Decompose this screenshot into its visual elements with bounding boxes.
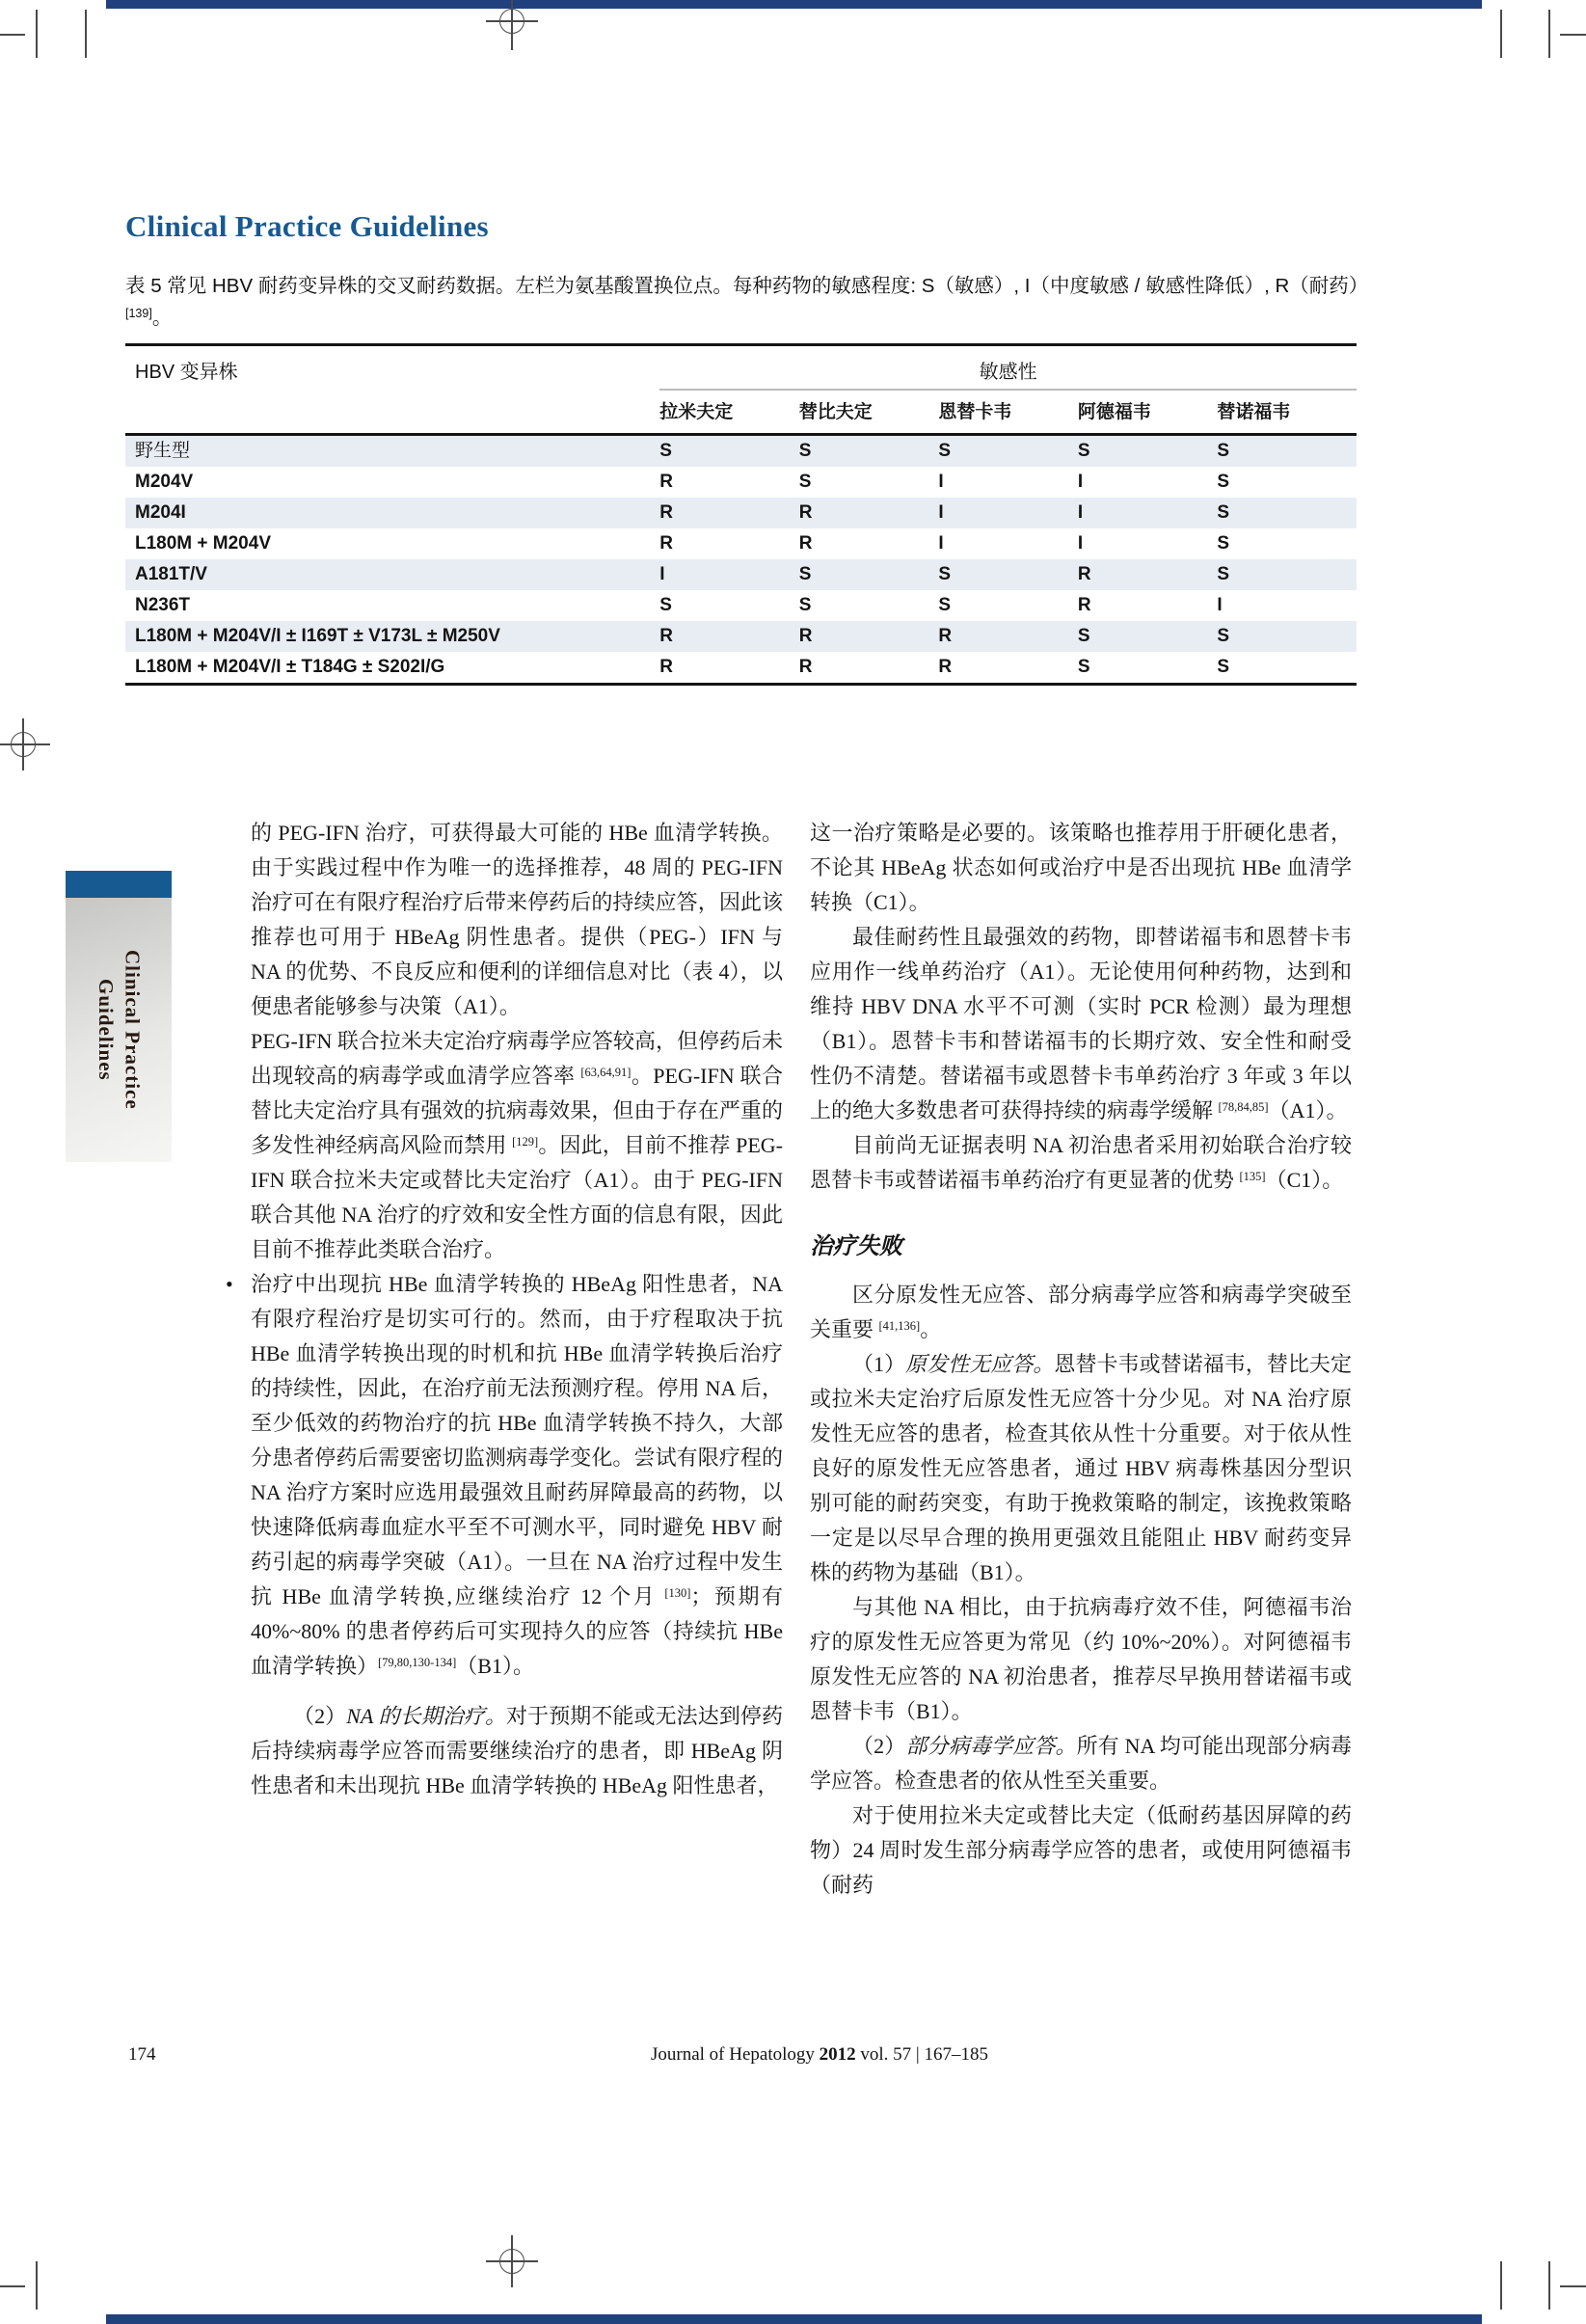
sidebar-tab [66, 898, 172, 1162]
body-paragraph [251, 1699, 783, 1803]
text-run: 对于使用拉米夫定或替比夫定（低耐药基因屏障的药物）24 周时发生部分病毒学应答的患者，或使用阿德福韦（耐药 [810, 1803, 1352, 1897]
crop-mark [1500, 10, 1502, 58]
registration-mark [499, 9, 524, 34]
variant-cell: N236T [135, 595, 191, 615]
susceptibility-cell: R [1077, 564, 1091, 584]
crop-mark [36, 2261, 38, 2310]
text-run: ；预期有 40%~80% 的患者停药后可实现持久的应答（持续抗 HBe 血清学转换） [251, 1584, 783, 1678]
table-row [125, 435, 1357, 468]
susceptibility-cell: I [938, 472, 944, 492]
susceptibility-cell: I [1077, 472, 1084, 492]
susceptibility-cell: I [1217, 595, 1223, 615]
text-run: 所有 NA 均可能出现部分病毒学应答。检查患者的依从性至关重要。 [810, 1734, 1352, 1793]
page-number: 174 [128, 2044, 156, 2065]
drug-column-header: 阿德福韦 [1077, 402, 1151, 422]
crop-mark [0, 34, 25, 36]
body-paragraph [810, 1347, 1352, 1590]
left-column [226, 816, 783, 1803]
body-paragraph [251, 1024, 783, 1267]
susceptibility-cell: S [938, 441, 951, 461]
crop-mark [36, 10, 38, 58]
text-run: 这一治疗策略是必要的。该策略也推荐用于肝硬化患者，不论其 HBeAg 状态如何或治疗中是否出现抗 HBe 血清学转换（C1）。 [810, 821, 1352, 914]
variant-column-header: HBV 变异株 [135, 362, 238, 383]
journal-year: 2012 [819, 2044, 856, 2065]
journal-volume: vol. 57 | 167–185 [855, 2044, 988, 2065]
text-run: 。因此，目前不推荐 PEG-IFN 联合拉米夫定或替比夫定治疗（A1）。由于 PEG-IFN 联合其他 NA 治疗的疗效和安全性方面的信息有限，因此目前不推荐此类联合治疗。 [251, 1133, 783, 1261]
section-heading [810, 1227, 1352, 1260]
crop-mark [1548, 10, 1550, 58]
variant-cell: M204V [135, 472, 194, 492]
crop-mark [1560, 34, 1586, 36]
text-run: 。 [920, 1317, 942, 1341]
text-run: （1） [852, 1352, 906, 1376]
journal-name: Journal of Hepatology [651, 2044, 820, 2065]
body-paragraph [810, 1729, 1352, 1798]
registration-mark [499, 2249, 524, 2274]
text-run: （C1）。 [1265, 1168, 1344, 1192]
text-run: （2） [293, 1704, 347, 1728]
susceptibility-cell: R [798, 657, 813, 677]
susceptibility-cell: R [798, 502, 813, 523]
table-row [125, 528, 1357, 559]
italic-term: NA 的长期治疗。 [346, 1704, 507, 1728]
italic-term: 原发性无应答。 [905, 1352, 1055, 1376]
drug-column-header: 恩替卡韦 [938, 402, 1012, 422]
susceptibility-cell: S [1077, 657, 1090, 677]
body-paragraph [810, 920, 1352, 1128]
crop-mark [0, 2285, 25, 2287]
reference-superscript: [41,136] [878, 1319, 921, 1333]
text-run: 最佳耐药性且最强效的药物，即替诺福韦和恩替卡韦应用作一线单药治疗（A1）。无论使用何种药物，达到和维持 HBV DNA 水平不可测（实时 PCR 检测）最为理想（B1）。恩替卡韦和替诺福韦的长期疗效、安全性和耐受性仍不清楚。替诺福韦或恩替卡韦单药治疗 3 年或 3 年以上的绝大多数患者可获得持续的病毒学缓解 [810, 925, 1352, 1122]
table-row [125, 559, 1357, 590]
drug-column-header: 替比夫定 [798, 402, 873, 422]
text-run: 目前尚无证据表明 NA 初治患者采用初始联合治疗较恩替卡韦或替诺福韦单药治疗有更显著的优势 [810, 1133, 1352, 1192]
table-row [125, 590, 1357, 621]
text-run: 。 [151, 307, 173, 329]
text-run: 对于预期不能或无法达到停药后持续病毒学应答而需要继续治疗的患者，即 HBeAg 阴性患者和未出现抗 HBe 血清学转换的 HBeAg 阳性患者， [251, 1704, 783, 1797]
crop-mark [85, 10, 87, 58]
body-paragraph [810, 816, 1352, 920]
susceptibility-cell: R [659, 472, 673, 492]
crop-mark [1548, 2261, 1550, 2310]
right-column [810, 816, 1352, 1903]
susceptibility-cell: S [659, 441, 672, 461]
table-row [125, 498, 1357, 528]
italic-term: 部分病毒学应答。 [905, 1734, 1077, 1758]
susceptibility-cell: R [659, 502, 673, 523]
text-run: 恩替卡韦或替诺福韦，替比夫定或拉米夫定治疗后原发性无应答十分少见。对 NA 治疗原发性无应答的患者，检查其依从性十分重要。对于依从性良好的原发性无应答患者，通过 HBV 病毒株基因分型识别可能的耐药突变，有助于挽救策略的制定，该挽救策略一定是以尽早合理的换用更强效且能阻止 HBV 耐药变异株的药物为基础（B1）。 [810, 1352, 1352, 1584]
variant-cell: 野生型 [135, 441, 191, 461]
text-run: 治疗失败 [810, 1233, 902, 1259]
susceptibility-cell: S [798, 472, 812, 492]
susceptibility-cell: S [1217, 502, 1230, 523]
susceptibility-cell: I [938, 533, 944, 554]
text-run: （2） [852, 1734, 906, 1758]
susceptibility-cell: S [1217, 533, 1230, 554]
table-header [125, 345, 1357, 435]
drug-column-header: 拉米夫定 [659, 402, 734, 422]
text-run: （B1）。 [456, 1654, 534, 1678]
susceptibility-cell: R [798, 533, 813, 554]
reference-superscript: [129] [512, 1135, 539, 1148]
text-run: （A1）。 [1268, 1098, 1348, 1122]
susceptibility-cell: S [1217, 626, 1230, 646]
sidebar-tab-line1: Clinical Practice [121, 950, 145, 1110]
susceptibility-cell: R [659, 533, 673, 554]
reference-superscript: [130] [664, 1586, 691, 1600]
susceptibility-cell: R [1077, 595, 1091, 615]
susceptibility-cell: R [938, 626, 953, 646]
body-paragraph [226, 1267, 783, 1684]
top-press-bar [106, 0, 1482, 9]
text-run: 的 PEG-IFN 治疗，可获得最大可能的 HBe 血清学转换。由于实践过程中作为唯一的选择推荐，48 周的 PEG-IFN 治疗可在有限疗程治疗后带来停药后的持续应答，因此该推荐也可用于 HBeAg 阴性患者。提供（PEG-）IFN 与 NA 的优势、不良反应和便利的详细信息对比（表 4），以便患者能够参与决策（A1）。 [251, 821, 783, 1018]
variant-cell: L180M + M204V [135, 533, 271, 554]
body-paragraph [810, 1590, 1352, 1729]
crop-mark [1560, 2285, 1586, 2287]
crop-mark [1500, 2261, 1502, 2310]
susceptibility-cell: S [1077, 441, 1090, 461]
table-row [125, 652, 1357, 685]
susceptibility-cell: R [659, 657, 673, 677]
body-paragraph [810, 1128, 1352, 1198]
susceptibility-cell: I [938, 502, 944, 523]
registration-mark [11, 732, 36, 757]
text-run: 区分原发性无应答、部分病毒学应答和病毒学突破至关重要 [810, 1283, 1352, 1341]
reference-superscript: [78,84,85] [1218, 1100, 1269, 1114]
susceptibility-cell: S [1217, 441, 1230, 461]
body-paragraph [810, 1798, 1352, 1903]
text-run: PEG-IFN 联合拉米夫定治疗病毒学应答较高，但停药后未出现较高的病毒学或血清学应答率 [251, 1029, 783, 1088]
variant-cell: M204I [135, 502, 186, 523]
bottom-press-bar [106, 2314, 1482, 2324]
susceptibility-cell: I [1077, 533, 1084, 554]
susceptibility-cell: I [659, 564, 665, 584]
text-run: 。PEG-IFN 联合替比夫定治疗具有强效的抗病毒效果，但由于存在严重的多发性神经病高风险而禁用 [251, 1064, 783, 1157]
reference-superscript: [135] [1239, 1170, 1266, 1183]
susceptibility-cell: R [659, 626, 673, 646]
text-run: 与其他 NA 相比，由于抗病毒疗效不佳，阿德福韦治疗的原发性无应答更为常见（约 10%~20%）。对阿德福韦原发性无应答的 NA 初治患者，推荐尽早换用替诺福韦或恩替卡韦（B1）。 [810, 1595, 1352, 1723]
sidebar-tab-line2: Guidelines [94, 979, 118, 1081]
body-paragraph [251, 816, 783, 1024]
susceptibility-cell: S [1217, 657, 1230, 677]
table-row [125, 621, 1357, 652]
susceptibility-group-header: 敏感性 [659, 345, 1357, 391]
variant-cell: A181T/V [135, 564, 207, 584]
susceptibility-cell: R [798, 626, 813, 646]
susceptibility-cell: S [1077, 626, 1090, 646]
drug-column-header: 替诺福韦 [1217, 402, 1291, 422]
susceptibility-cell: S [938, 595, 951, 615]
reference-superscript: [79,80,130-134] [378, 1656, 457, 1669]
bullet-marker: • [226, 1272, 233, 1296]
variant-cell: L180M + M204V/I ± I169T ± V173L ± M250V [135, 626, 500, 646]
susceptibility-cell: S [659, 595, 672, 615]
resistance-table [125, 343, 1357, 686]
susceptibility-cell: S [1217, 564, 1230, 584]
susceptibility-cell: R [938, 657, 953, 677]
journal-footer [337, 2044, 1302, 2066]
susceptibility-cell: S [938, 564, 951, 584]
susceptibility-cell: S [798, 595, 812, 615]
text-run: 治疗中出现抗 HBe 血清学转换的 HBeAg 阳性患者，NA 有限疗程治疗是切实可行的。然而，由于疗程取决于抗 HBe 血清学转换出现的时机和抗 HBe 血清学转换后治疗的持续性，因此，在治疗前无法预测疗程。停用 NA 后，至少低效的药物治疗的抗 HBe 血清学转换不持久，大部分患者停药后需要密切监测病毒学变化。尝试有限疗程的 NA 治疗方案时应选用最强效且耐药屏障最高的药物，以快速降低病毒血症水平至不可测水平，同时避免 HBV 耐药引起的病毒学突破（A1）。一旦在 NA 治疗过程中发生抗 HBe 血清学转换,应继续治疗 12 个月 [251, 1272, 783, 1608]
variant-cell: L180M + M204V/I ± T184G ± S202I/G [135, 657, 445, 677]
page-title: Clinical Practice Guidelines [125, 209, 489, 243]
body-paragraph [810, 1278, 1352, 1347]
table-row [125, 467, 1357, 498]
susceptibility-cell: S [798, 441, 812, 461]
reference-superscript: [139] [125, 307, 152, 320]
susceptibility-cell: I [1077, 502, 1084, 523]
reference-superscript: [63,64,91] [580, 1066, 632, 1079]
table-caption [125, 270, 1369, 334]
sidebar-tab-label [93, 950, 146, 1110]
text-run: 表 5 常见 HBV 耐药变异株的交叉耐药数据。左栏为氨基酸置换位点。每种药物的敏感程度: S（敏感）, I（中度敏感 / 敏感性降低）, R（耐药） [125, 275, 1369, 297]
susceptibility-cell: S [798, 564, 812, 584]
sidebar-tab-accent [66, 871, 172, 898]
susceptibility-cell: S [1217, 472, 1230, 492]
